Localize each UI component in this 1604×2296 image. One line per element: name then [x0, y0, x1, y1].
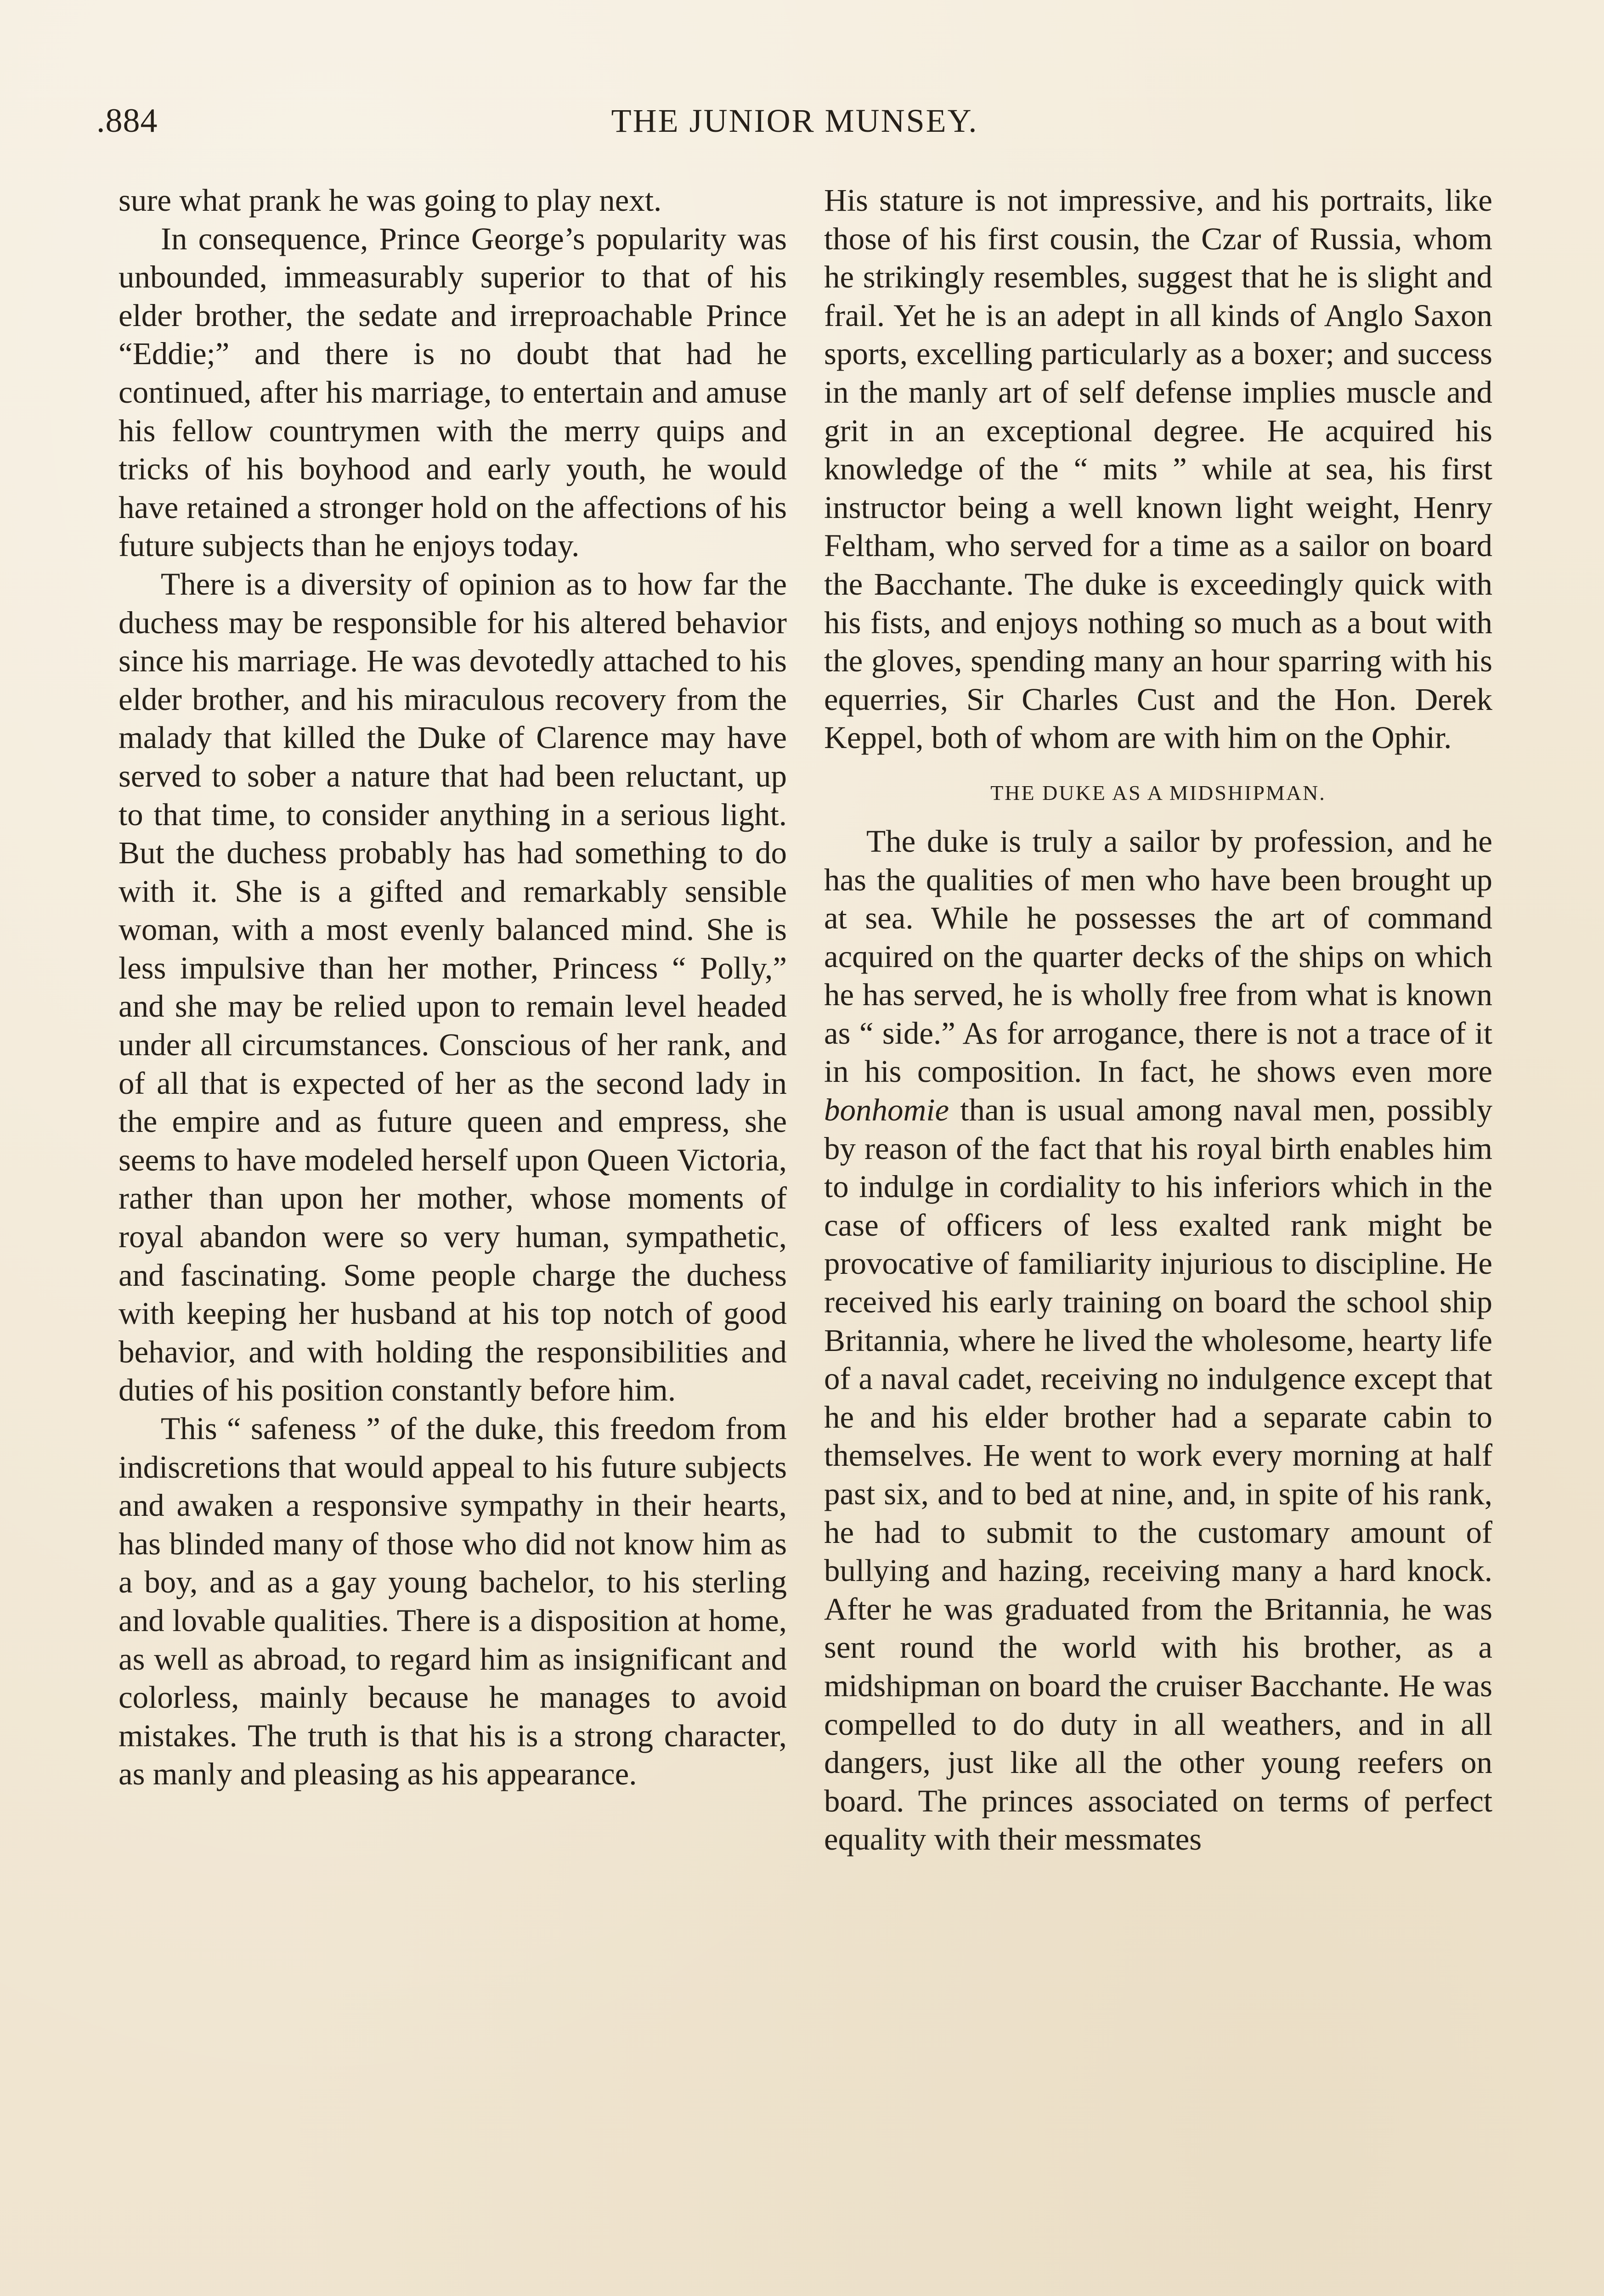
paragraph: There is a diversity of opinion as to how far the duchess may be responsible for his altered behavior since his marriage. He was devotedly attached to his elder brother, and his miraculous recovery from the malady that killed the Duke of Clarence may have served to sober a nature that had been reluctant, up to that time, to consider anything in a serious light. But the duchess probably has had something to do with it. She is a gifted and remarkably sensible woman, with a most evenly balanced mind. She is less impulsive than her mother, Princess “ Polly,” and she may be relied upon to remain level headed under all circumstances. Conscious of her rank, and of all that is expected of her as the second lady in the empire and as future queen and empress, she seems to have modeled herself upon Queen Victoria, rather than upon her mother, whose moments of royal abandon were so very human, sympathetic, and fascinating. Some people charge the duchess with keeping her husband at his top notch of good behavior, and with holding the responsibilities and duties of his position constantly before him. [119, 566, 787, 1408]
left-column [119, 181, 787, 1794]
paragraph: In consequence, Prince George’s popularity was unbounded, immeasurably superior to that of his elder brother, the sedate and irreproachable Prince “Eddie;” and there is no doubt that had he continued, after his marriage, to entertain and amuse his fellow countrymen with the merry quips and tricks of his boyhood and early youth, he would have retained a stronger hold on the affections of his future subjects than he enjoys today. [119, 221, 787, 563]
section-heading: THE DUKE AS A MIDSHIPMAN. [990, 781, 1326, 805]
paragraph [824, 822, 1492, 1859]
right-column [824, 181, 1492, 1859]
paragraph: sure what prank he was going to play next. [119, 183, 662, 218]
paragraph: This “ safeness ” of the duke, this freedom from indiscretions that would appeal to his future subjects and awaken a responsive sympathy in their hearts, has blinded many of those who did not know him as a boy, and as a gay young bachelor, to his sterling and lovable qualities. There is a disposition at home, as well as abroad, to regard him as insignificant and colorless, mainly because he manages to avoid mistakes. The truth is that his is a strong character, as manly and pleasing as his appearance. [119, 1411, 787, 1792]
paragraph-text: than is usual among naval men, possibly by reason of the fact that his royal birth enables him to indulge in cordiality to his inferiors which in the case of officers of less exalted rank might be provocative of familiarity injurious to discipline. He received his early training on board the school ship Britannia, where he lived the wholesome, hearty life of a naval cadet, receiving no indulgence except that he and his elder brother had a separate cabin to themselves. He went to work every morning at half past six, and to bed at nine, and, in spite of his rank, he had to submit to the customary amount of bullying and hazing, receiving many a hard knock. After he was graduated from the Britannia, he was sent round the world with his brother, as a midshipman on board the cruiser Bacchante. He was compelled to do duty in all weathers, and in all dangers, just like all the other young reefers on board. The princes associated on terms of perfect equality with their messmates [824, 1092, 1492, 1857]
paragraph-text: The duke is truly a sailor by profession, and he has the qualities of men who have been brought up at sea. While he possesses the art of command acquired on the quarter decks of the ships on which he has served, he is wholly free from what is known as “ side.” As for arrogance, there is not a trace of it in his composition. In fact, he shows even more [824, 823, 1492, 1089]
paragraph: His stature is not impressive, and his portraits, like those of his first cousin, the Czar of Russia, whom he strikingly resembles, suggest that he is slight and frail. Yet he is an adept in all kinds of Anglo Saxon sports, excelling particularly as a boxer; and success in the manly art of self defense implies muscle and grit in an exceptional degree. He acquired his knowledge of the “ mits ” while at sea, his first instructor being a well known light weight, Henry Feltham, who served for a time as a sailor on board the Bacchante. The duke is exceedingly quick with his fists, and enjoys nothing so much as a bout with the gloves, spending many an hour sparring with his equerries, Sir Charles Cust and the Hon. Derek Keppel, both of whom are with him on the Ophir. [824, 183, 1492, 755]
page-number: .884 [96, 102, 158, 140]
page-header [96, 96, 1493, 146]
italic-word: bonhomie [824, 1092, 949, 1128]
running-title: THE JUNIOR MUNSEY. [611, 102, 978, 139]
